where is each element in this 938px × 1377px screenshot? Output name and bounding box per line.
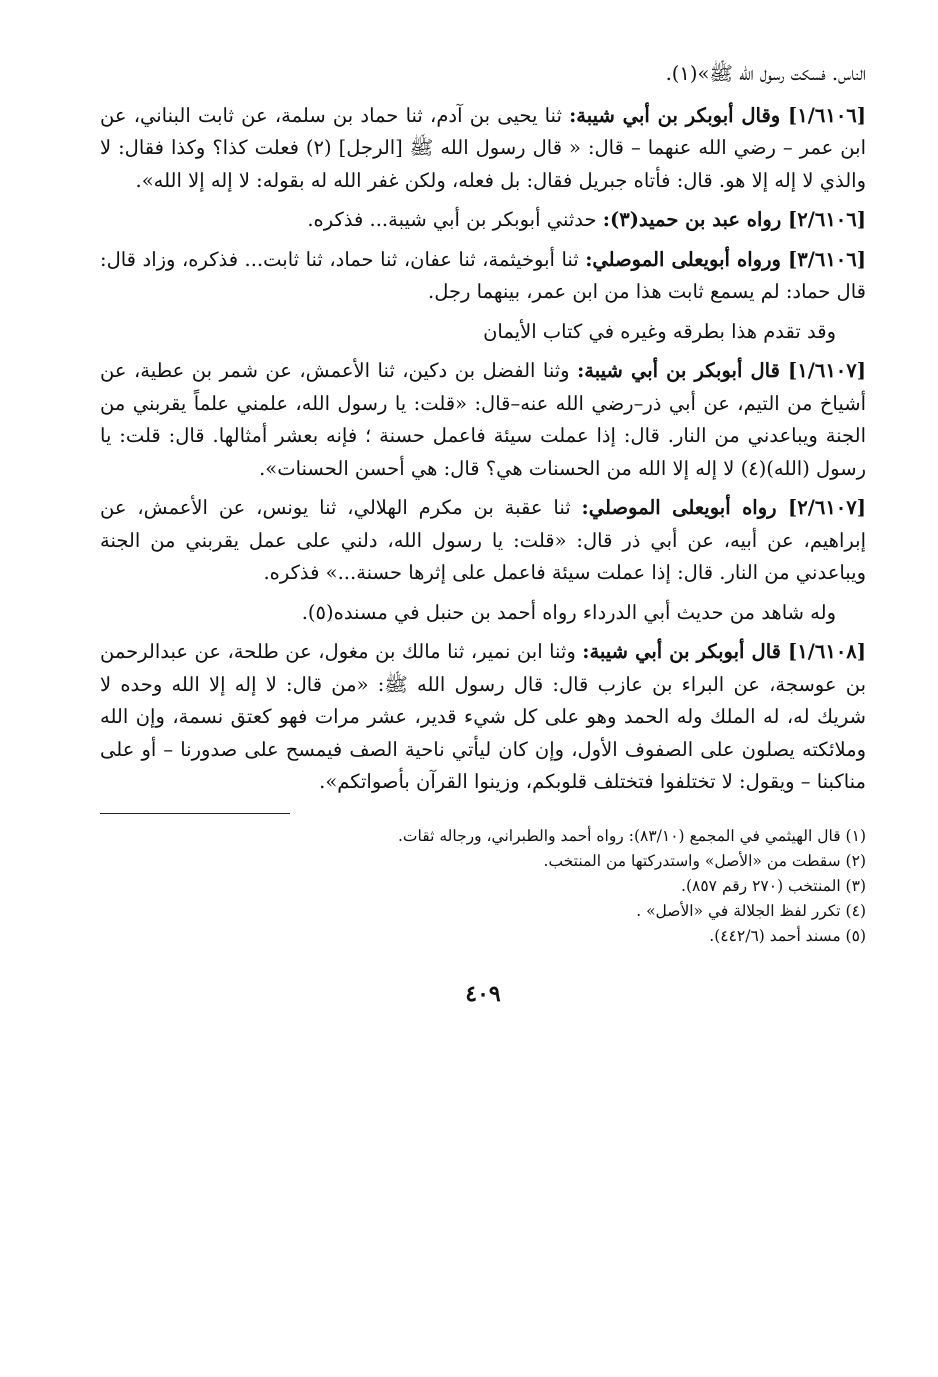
- footnote-5: (٥) مسند أحمد (٤٤٢/٦).: [709, 926, 866, 945]
- footnotes: [100, 824, 866, 949]
- hadith-reference: [١/٦١٠٦] وقال أبوبكر بن أبي شيبة:: [569, 103, 867, 127]
- footnote-3: (٣) المنتخب (٢٧٠ رقم ٨٥٧).: [681, 876, 866, 895]
- hadith-text: وثنا ابن نمير، ثنا مالك بن مغول، عن طلحة، عن عبدالرحمن بن عوسجة، عن البراء بن عازب قال: قال رسول الله ﷺ: «من قال: لا إله إلا الله وحده لا شريك له، له الملك وله الحمد وهو على كل شيء قدير، عشر مرات فهو كعتق نسمة، وإن الله وملائكته يصلون على الصفوف الأول، وإن كان ليأتي ناحية الصف فيمسح على صدورنا – أو على مناكبنا – ويقول: لا تختلفوا فتختلف قلوبكم، وزينوا القرآن بأصواتكم».: [100, 640, 867, 793]
- hadith-reference: [١/٦١٠٧] قال أبوبكر بن أبي شيبة:: [577, 359, 866, 382]
- footnote-4: (٤) تكرر لفظ الجلالة في «الأصل» .: [636, 901, 866, 920]
- hadith-6107-2: [100, 492, 866, 590]
- hadith-text: ثنا أبوخيثمة، ثنا عفان، ثنا حماد، ثنا ثابت... فذكره، وزاد قال: قال حماد: لم يسمع ثابت هذا من ابن عمر، بينهما رجل.: [100, 247, 866, 303]
- paragraph-text: وله شاهد من حديث أبي الدرداء رواه أحمد بن حنبل في مسنده(٥).: [301, 600, 836, 624]
- hadith-6106-2: [100, 204, 866, 237]
- paragraph-text: الناس. فسكت رسول الله ﷺ»(١).: [665, 62, 866, 85]
- hadith-6106-3: [100, 244, 866, 309]
- footnote-2: (٢) سقطت من «الأصل» واستدركتها من المنتخب.: [543, 851, 866, 870]
- paragraph-continuation: [100, 58, 866, 91]
- hadith-6107-1: [100, 355, 866, 485]
- paragraph-text: وقد تقدم هذا بطرقه وغيره في كتاب الأيمان: [483, 319, 836, 343]
- note-paragraph: [100, 597, 866, 630]
- footnote-divider: [100, 813, 290, 814]
- footnote-1: (١) قال الهيثمي في المجمع (٨٣/١٠): رواه أحمد والطبراني، ورجاله ثقات.: [398, 826, 866, 845]
- hadith-6108-1: [100, 636, 866, 799]
- hadith-reference: [٢/٦١٠٧] رواه أبويعلى الموصلي:: [581, 496, 866, 519]
- hadith-text: حدثني أبوبكر بن أبي شيبة... فذكره.: [307, 208, 603, 231]
- hadith-text: ثنا عقبة بن مكرم الهلالي، ثنا يونس، عن الأعمش، عن إبراهيم، عن أبيه، عن أبي ذر قال: «قلت: يا رسول الله، دلني على عمل يقربني من الجنة ويباعدني من النار. قال: إذا عملت سيئة فاعمل على إثرها حسنة...» فذكره.: [100, 496, 866, 584]
- hadith-text: ثنا يحيى بن آدم، ثنا حماد بن سلمة، عن ثابت البناني، عن ابن عمر – رضي الله عنهما – قال: « قال رسول الله ﷺ [الرجل] (٢) فعلت كذا؟ وكذا فقال: لا والذي لا إله إلا هو. قال: فأتاه جبريل فقال: بل فعله، ولكن غفر الله له بقوله: لا إله إلا الله».: [100, 103, 866, 192]
- note-paragraph: [100, 316, 866, 349]
- hadith-6106-1: [100, 100, 866, 198]
- hadith-reference: [٣/٦١٠٦] ورواه أبويعلى الموصلي:: [585, 247, 866, 271]
- hadith-text: وثنا الفضل بن دكين، ثنا الأعمش، عن شمر بن عطية، عن أشياخ من التيم، عن أبي ذر–رضي الله عنه–قال: «قلت: يا رسول الله، علمني علماً يقربني من الجنة ويباعدني من النار. قال: إذا عملت سيئة فاعمل حسنة ؛ فإنه بعشر أمثالها. قال: قلت: يا رسول (الله)(٤) لا إله إلا الله من الحسنات هي؟ قال: هي أحسن الحسنات».: [100, 359, 866, 480]
- hadith-reference: [١/٦١٠٨] قال أبوبكر بن أبي شيبة:: [582, 640, 867, 663]
- hadith-reference: [٢/٦١٠٦] رواه عبد بن حميد(٣):: [602, 208, 866, 231]
- page-number: ٤٠٩: [465, 980, 501, 1007]
